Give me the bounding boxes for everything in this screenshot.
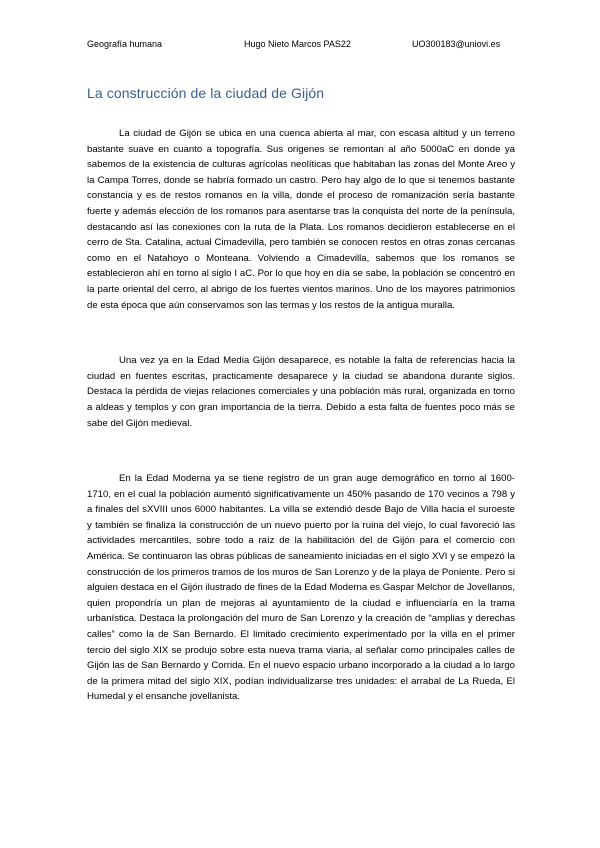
header-subject: Geografía humana — [87, 39, 163, 49]
paragraph-roman-origins: La ciudad de Gijón se ubica en una cuenca abierta al mar, con escasa altitud y un terreno bastante suave en cuanto a topografía. Sus origenes se remontan al año 5000aC en donde ya sabemos de la existencia de culturas agrícolas neolíticas que habitaban las zonas del Monte Areo y la Campa Torres, donde se habría formado un castro. Pero hay algo de lo que si tenemos bastante constancia y es de restos romanos en la villa, donde el proceso de romanización sería bastante fuerte y además elección de los romanos para asentarse tras la conquista del norte de la península, destacando así las conexiones con la ruta de la Plata. Los romanos decidieron establecerse en el cerro de Sta. Catalina, actual Cimadevilla, pero también se conocen restos en otras zonas cercanas como en el Natahoyo o Monteana. Volviendo a Cimadevilla, sabemos que los romanos se establecieron ahí en torno al siglo I aC. Por lo que hoy en día se sabe, la población se concentró en la parte oriental del cerro, al abrigo de los fuertes vientos marinos. Uno de los mayores patrimonios de esta época que aún conservamos son las termas y los restos de la antigua muralla. — [87, 128, 515, 311]
header-email: UO300183@uniovi.es — [412, 39, 501, 49]
header-author: Hugo Nieto Marcos PAS22 — [244, 39, 351, 49]
paragraph-middle-ages: Una vez ya en la Edad Media Gijón desaparece, es notable la falta de referencias hacia la ciudad en fuentes escritas, practicamente desaparece y la ciudad se abandona durante siglos. Destaca la pérdida de viejas relaciones comerciales y una población más rural, organizada en torno a aldeas y templos y con gran importancia de la tierra. Debido a esta falta de fuentes poco más se sabe del Gijón medieval. — [87, 355, 515, 429]
paragraph-modern-age: En la Edad Moderna ya se tiene registro de un gran auge demográfico en torno al 1600-1710, en el cual la población aumentó significativamente un 450% pasando de 170 vecinos a 798 y a finales del sXVIII unos 6000 habitantes. La villa se extendió desde Bajo de Villa hacia el suroeste y también se finaliza la construcción de un nuevo puerto por la ruina del viejo, lo cual favoreció las actividades mercantiles, sobre todo a raíz de la habilitación del de Gijón para el comercio con América. Se continuaron las obras públicas de saneamiento iniciadas en el siglo XVI y se empezó la construcción de los primeros tramos de los muros de San Lorenzo y de la playa de Poniente. Pero si alguien destaca en el Gijón ilustrado de fines de la Edad Moderna es Gaspar Melchor de Jovellanos, quien propondría un plan de mejoras al ayuntamiento de la ciudad e influenciaría en la trama urbanística. Destaca la prolongación del muro de San Lorenzo y la creación de “amplias y derechas calles” como la de San Bernardo. El limitado crecimiento experimentado por la villa en el primer tercio del siglo XIX se produjo sobre esta nueva trama viaria, al señalar como principales calles de Gijón las de San Bernardo y Corrida. En el nuevo espacio urbano incorporado a la ciudad a lo largo de la primera mitad del siglo XIX, podían individualizarse tres unidades: el arrabal de La Rueda, El Humedal y el ensanche jovellanista. — [87, 473, 515, 703]
document-body — [87, 126, 515, 705]
document-title: La construcción de la ciudad de Gijón — [87, 85, 325, 101]
